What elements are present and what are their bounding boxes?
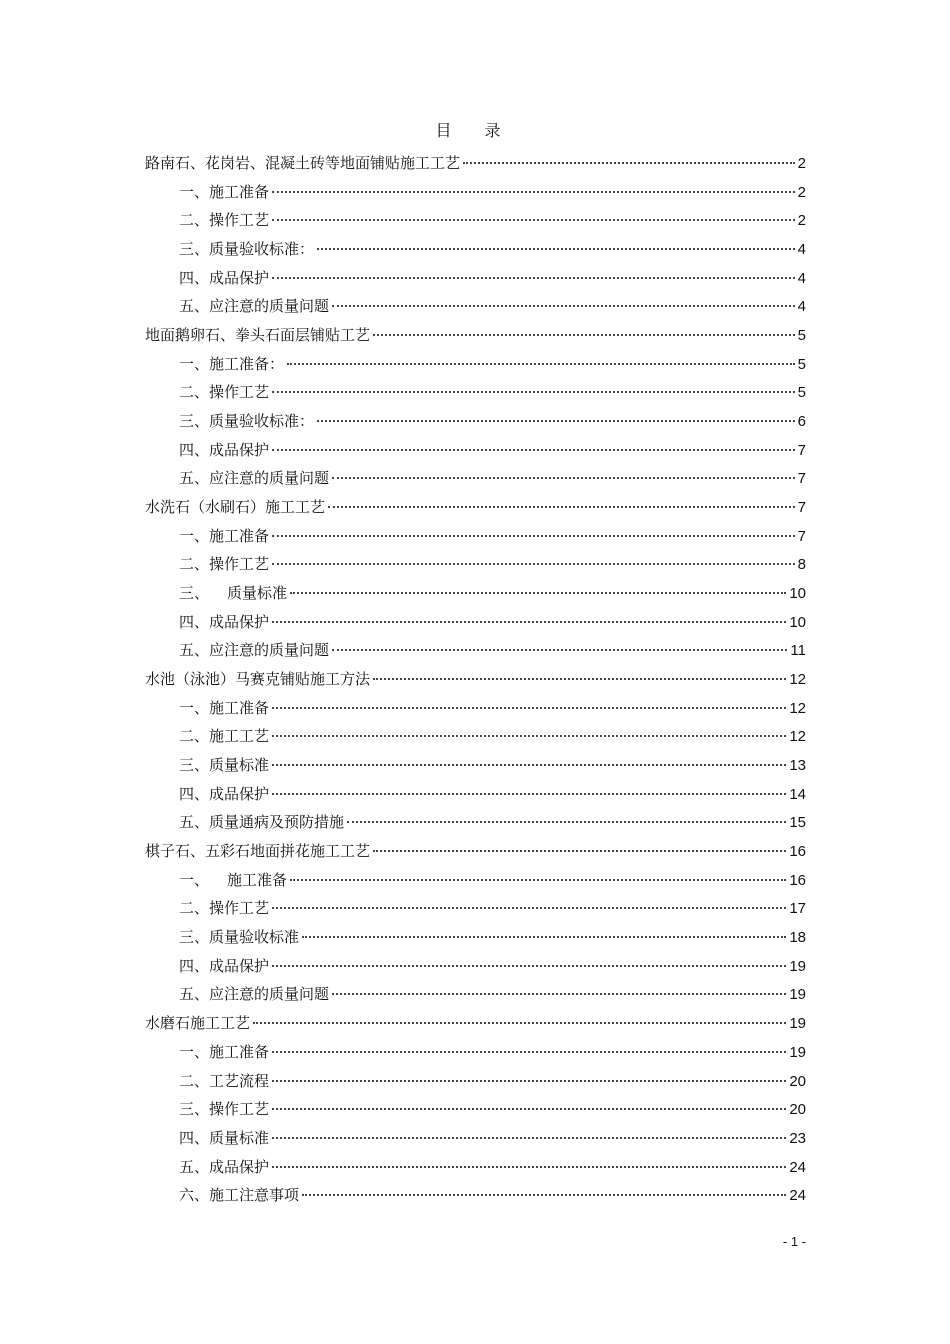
toc-entry-label-part: 五、应注意的质量问题 (179, 469, 330, 488)
toc-section-entry[interactable] (145, 665, 806, 694)
dot-leader (272, 449, 795, 451)
toc-entry-label-part: 棋子石、五彩石地面拼花施工工艺 (145, 842, 371, 861)
toc-page-number: 12 (789, 699, 806, 717)
toc-section-entry[interactable] (145, 1009, 806, 1038)
dot-leader (272, 965, 786, 967)
toc-page-number: 5 (797, 384, 806, 402)
toc-entry-label-part: 四、成品保护 (179, 268, 270, 287)
dot-leader (373, 334, 795, 336)
toc-subsection-entry[interactable] (145, 751, 806, 780)
toc-subsection-entry[interactable] (145, 780, 806, 809)
toc-entry-label-part: 一、施工准备 (179, 526, 270, 545)
toc-entry-label-part: 三、质量验收标准： (179, 240, 315, 259)
dot-leader (272, 1108, 786, 1110)
toc-entry-label (179, 1095, 269, 1124)
toc-entry-label (179, 522, 269, 551)
toc-page-number: 6 (797, 413, 806, 431)
toc-page-number: 24 (789, 1158, 806, 1176)
toc-subsection-entry[interactable] (145, 378, 806, 407)
toc-entry-label (179, 407, 314, 436)
toc-entry-label (145, 321, 370, 350)
toc-section-entry[interactable] (145, 493, 806, 522)
dot-leader (302, 936, 786, 938)
toc-subsection-entry[interactable] (145, 952, 806, 981)
toc-entry-label (179, 751, 269, 780)
toc-entry-label-part: 三、质量验收标准： (179, 412, 315, 431)
toc-entry-label-part: 一、 (179, 870, 210, 889)
dot-leader (373, 850, 786, 852)
toc-entry-label (179, 1124, 269, 1153)
toc-subsection-entry[interactable] (145, 866, 806, 895)
toc-entry-label-part: 二、操作工艺 (179, 211, 270, 230)
toc-entry-label-part: 二、操作工艺 (179, 383, 270, 402)
toc-entry-label-part: 三、质量标准 (179, 756, 270, 775)
dot-leader (272, 735, 786, 737)
toc-entry-label-part: 二、工艺流程 (179, 1071, 270, 1090)
toc-entry-label (179, 608, 269, 637)
toc-entry-label (179, 378, 269, 407)
toc-subsection-entry[interactable] (145, 522, 806, 551)
toc-page-number: 7 (797, 470, 806, 488)
toc-entry-label-part: 一、施工准备 (179, 698, 270, 717)
toc-entry-label (179, 694, 269, 723)
dot-leader (317, 420, 795, 422)
toc-page-number: 2 (797, 183, 806, 201)
dot-leader (373, 678, 786, 680)
dot-leader (290, 879, 786, 881)
toc-page-number: 15 (789, 814, 806, 832)
toc-page-number: 19 (789, 957, 806, 975)
toc-entry-label-part: 四、成品保护 (179, 784, 270, 803)
toc-entry-label (179, 464, 329, 493)
toc-page-number: 7 (797, 527, 806, 545)
toc-entry-label (179, 1067, 269, 1096)
toc-section-entry[interactable] (145, 837, 806, 866)
table-of-contents (145, 149, 806, 1210)
toc-entry-label (179, 952, 269, 981)
toc-page-number: 19 (789, 1043, 806, 1061)
toc-page-number: 13 (789, 757, 806, 775)
toc-entry-label-part: 二、施工工艺 (179, 727, 270, 746)
dot-leader (272, 707, 786, 709)
dot-leader (272, 219, 795, 221)
dot-leader (272, 793, 786, 795)
toc-entry-label (179, 264, 269, 293)
toc-entry-label (179, 808, 344, 837)
toc-entry-label-part: 四、成品保护 (179, 612, 270, 631)
dot-leader (287, 363, 795, 365)
toc-subsection-entry[interactable] (145, 1095, 806, 1124)
toc-entry-label-part: 五、质量通病及预防措施 (179, 813, 345, 832)
toc-entry-label (179, 235, 314, 264)
toc-subsection-entry[interactable] (145, 1038, 806, 1067)
toc-section-entry[interactable] (145, 149, 806, 178)
toc-entry-label (179, 1181, 299, 1210)
toc-entry-label-part: 二、操作工艺 (179, 899, 270, 918)
toc-subsection-entry[interactable] (145, 350, 806, 379)
dot-leader (302, 1194, 786, 1196)
dot-leader (272, 621, 786, 623)
toc-page-number: 23 (789, 1129, 806, 1147)
toc-entry-label-part: 质量标准 (227, 584, 288, 603)
toc-subsection-entry[interactable] (145, 808, 806, 837)
toc-subsection-entry[interactable] (145, 264, 806, 293)
toc-page-number: 16 (789, 871, 806, 889)
dot-leader (272, 391, 795, 393)
toc-entry-label (179, 1038, 269, 1067)
toc-entry-label (179, 894, 269, 923)
toc-subsection-entry[interactable] (145, 436, 806, 465)
toc-page-number: 10 (789, 585, 806, 603)
dot-leader (328, 506, 795, 508)
toc-entry-label-part: 五、成品保护 (179, 1157, 270, 1176)
toc-entry-label-part: 四、质量标准 (179, 1128, 270, 1147)
dot-leader (272, 1166, 786, 1168)
toc-entry-label-part: 水洗石（水刷石）施工工艺 (145, 498, 326, 517)
toc-entry-label-part: 二、操作工艺 (179, 555, 270, 574)
toc-entry-label-part: 一、施工准备 (179, 182, 270, 201)
toc-entry-label-part: 五、应注意的质量问题 (179, 985, 330, 1004)
toc-subsection-entry[interactable] (145, 235, 806, 264)
toc-page-number: 5 (797, 355, 806, 373)
toc-subsection-entry[interactable] (145, 550, 806, 579)
toc-entry-label (145, 665, 370, 694)
dot-leader (332, 477, 795, 479)
toc-subsection-entry[interactable] (145, 923, 806, 952)
toc-subsection-entry[interactable] (145, 1067, 806, 1096)
toc-entry-label-part: 四、成品保护 (179, 440, 270, 459)
dot-leader (332, 649, 787, 651)
toc-page-number: 20 (789, 1072, 806, 1090)
toc-subsection-entry[interactable] (145, 1153, 806, 1182)
toc-subsection-entry[interactable] (145, 407, 806, 436)
toc-page-number: 4 (797, 269, 806, 287)
toc-entry-label-part: 水池（泳池）马赛克铺贴施工方法 (145, 670, 371, 689)
dot-leader (272, 1080, 786, 1082)
toc-entry-label (179, 206, 269, 235)
toc-entry-label (145, 149, 460, 178)
toc-entry-label-part: 路南石、花岗岩、混凝土砖等地面铺贴施工工艺 (145, 154, 461, 172)
toc-title: 目 录 (435, 121, 515, 140)
toc-page-number: 14 (789, 785, 806, 803)
toc-page-number: 7 (797, 499, 806, 517)
toc-entry-label (145, 1009, 250, 1038)
toc-page-number: 8 (797, 556, 806, 574)
toc-entry-label-part: 六、施工注意事项 (179, 1186, 300, 1205)
toc-entry-label (179, 1153, 269, 1182)
toc-entry-label-part: 三、质量验收标准 (179, 928, 300, 947)
toc-entry-label-part: 一、施工准备 (179, 1042, 270, 1061)
toc-page-number: 2 (797, 212, 806, 230)
toc-entry-label (179, 292, 329, 321)
toc-page-number: 19 (789, 1015, 806, 1033)
dot-leader (332, 305, 795, 307)
toc-entry-label-part: 施工准备 (227, 870, 288, 889)
toc-subsection-entry[interactable] (145, 178, 806, 207)
toc-entry-label (179, 636, 329, 665)
toc-entry-label (179, 550, 269, 579)
toc-entry-label (179, 436, 269, 465)
dot-leader (272, 907, 786, 909)
toc-page-number: 18 (789, 929, 806, 947)
toc-subsection-entry[interactable] (145, 1181, 806, 1210)
toc-entry-label (179, 722, 269, 751)
toc-subsection-entry[interactable] (145, 980, 806, 1009)
toc-page-number: 2 (797, 155, 806, 172)
toc-subsection-entry[interactable] (145, 292, 806, 321)
dot-leader (317, 248, 795, 250)
dot-leader (463, 162, 795, 164)
toc-page-number: 12 (789, 671, 806, 689)
toc-subsection-entry[interactable] (145, 608, 806, 637)
toc-subsection-entry[interactable] (145, 579, 806, 608)
dot-leader (272, 191, 795, 193)
toc-page-number: 17 (789, 900, 806, 918)
toc-subsection-entry[interactable] (145, 722, 806, 751)
toc-entry-label (179, 780, 269, 809)
dot-leader (272, 1137, 786, 1139)
toc-page-number: 11 (790, 642, 806, 660)
toc-entry-label-part: 水磨石施工工艺 (145, 1014, 251, 1033)
toc-entry-label-part: 地面鹅卵石、拳头石面层铺贴工艺 (145, 326, 371, 345)
dot-leader (272, 764, 786, 766)
dot-leader (253, 1022, 786, 1024)
toc-page-number: 16 (789, 843, 806, 861)
toc-entry-label-part: 五、应注意的质量问题 (179, 297, 330, 316)
toc-entry-label (179, 980, 329, 1009)
toc-entry-label (179, 178, 269, 207)
dot-leader (272, 535, 795, 537)
toc-page-number: 19 (789, 986, 806, 1004)
dot-leader (290, 592, 786, 594)
toc-entry-label-part: 一、施工准备： (179, 354, 285, 373)
dot-leader (272, 1051, 786, 1053)
dot-leader (347, 821, 786, 823)
page-number-footer: - 1 - (782, 1234, 806, 1249)
dot-leader (332, 993, 786, 995)
toc-page-number: 12 (789, 728, 806, 746)
toc-entry-label (145, 493, 325, 522)
toc-subsection-entry[interactable] (145, 894, 806, 923)
toc-page-number: 5 (797, 327, 806, 345)
toc-page-number: 20 (789, 1101, 806, 1119)
dot-leader (272, 277, 795, 279)
toc-page-number: 4 (797, 298, 806, 316)
toc-entry-label (179, 579, 287, 608)
toc-page-number: 4 (797, 241, 806, 259)
toc-page-number: 7 (797, 441, 806, 459)
dot-leader (272, 563, 795, 565)
toc-entry-label (179, 866, 287, 895)
toc-subsection-entry[interactable] (145, 1124, 806, 1153)
toc-entry-label (179, 923, 299, 952)
toc-entry-label-part: 五、应注意的质量问题 (179, 641, 330, 660)
toc-entry-label (145, 837, 370, 866)
toc-subsection-entry[interactable] (145, 206, 806, 235)
toc-entry-label-part: 四、成品保护 (179, 956, 270, 975)
toc-page-number: 24 (789, 1187, 806, 1205)
toc-entry-label-part: 三、 (179, 584, 210, 603)
toc-entry-label (179, 350, 284, 379)
toc-entry-label-part: 三、操作工艺 (179, 1100, 270, 1119)
toc-page-number: 10 (789, 613, 806, 631)
toc-subsection-entry[interactable] (145, 464, 806, 493)
toc-subsection-entry[interactable] (145, 636, 806, 665)
toc-subsection-entry[interactable] (145, 694, 806, 723)
toc-section-entry[interactable] (145, 321, 806, 350)
